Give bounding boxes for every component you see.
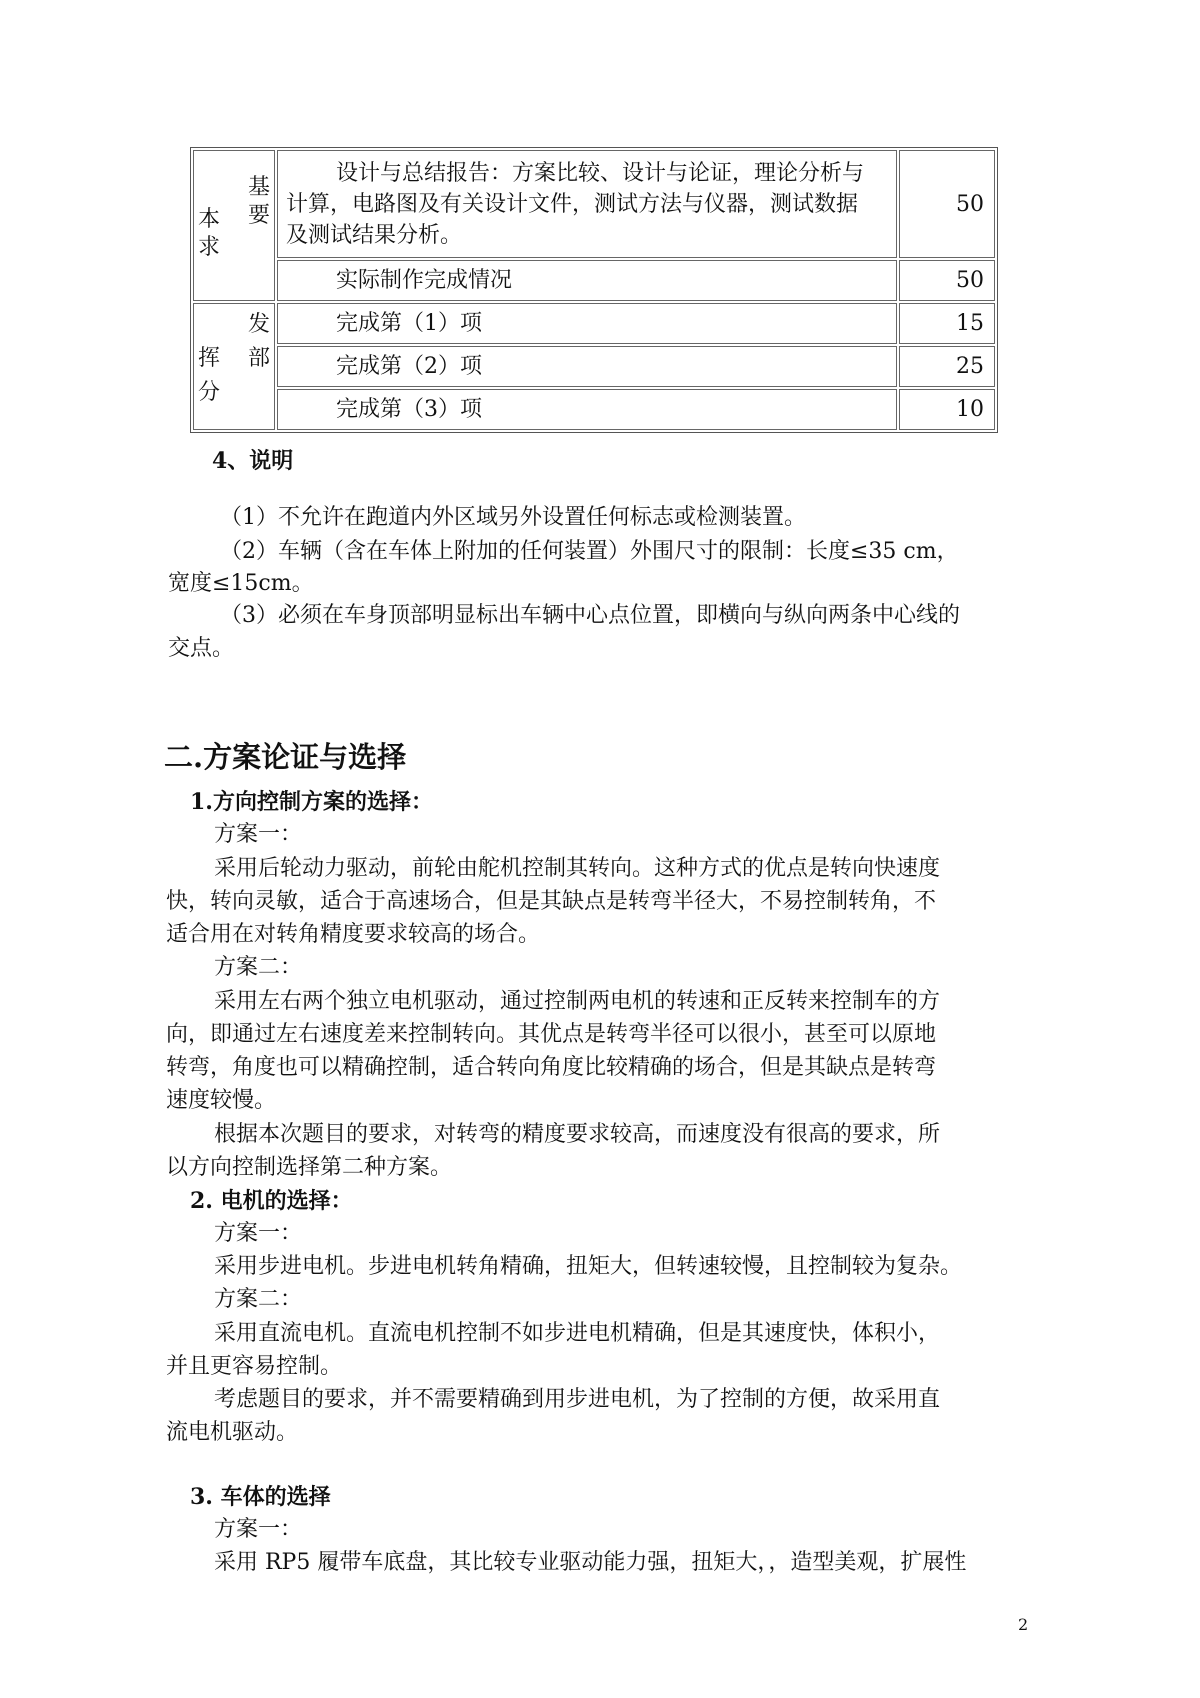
subsection-heading: 3. 车体的选择 (190, 1484, 331, 1510)
paragraph-line: 适合用在对转角精度要求较高的场合。 (166, 922, 541, 947)
notes-line: 宽度≤15cm。 (168, 571, 314, 596)
paragraph-line: 采用 RP5 履带车底盘，其比较专业驱动能力强，扭矩大，，造型美观，扩展性 (214, 1550, 967, 1575)
subsection-heading: 1.方向控制方案的选择： (190, 789, 433, 815)
table-cell-points: 15 (899, 303, 995, 344)
notes-heading: 4、说明 (212, 448, 294, 474)
table-cell-points: 25 (899, 346, 995, 387)
paragraph-line: 根据本次题目的要求，对转弯的精度要求较高，而速度没有很高的要求，所 (214, 1122, 941, 1147)
paragraph-line: 速度较慢。 (166, 1088, 277, 1113)
table-cell-description: 完成第（3）项 (277, 389, 897, 430)
table-cell-description: 完成第（1）项 (277, 303, 897, 344)
paragraph-line: 以方向控制选择第二种方案。 (166, 1155, 453, 1180)
table-cell-description: 实际制作完成情况 (277, 260, 897, 301)
table-cell-points: 50 (899, 260, 995, 301)
notes-line: 交点。 (168, 636, 235, 661)
plan-label: 方案二： (214, 1287, 303, 1312)
paragraph-line: 考虑题目的要求，并不需要精确到用步进电机，为了控制的方便，故采用直 (214, 1387, 941, 1412)
paragraph-line: 并且更容易控制。 (166, 1354, 343, 1379)
notes-line: （2）车辆（含在车体上附加的任何装置）外围尺寸的限制：长度≤35 cm， (220, 539, 959, 564)
table-cell-points: 50 (899, 150, 995, 258)
notes-line: （1）不允许在跑道内外区域另外设置任何标志或检测装置。 (220, 505, 806, 530)
notes-line: （3）必须在车身顶部明显标出车辆中心点位置，即横向与纵向两条中心线的 (220, 603, 960, 628)
table-cell-description: 设计与总结报告：方案比较、设计与论证，理论分析与 计算，电路图及有关设计文件，测试方法与仪器，测试数据 及测试结果分析。 (277, 150, 897, 258)
paragraph-line: 采用步进电机。步进电机转角精确，扭矩大，但转速较慢，且控制较为复杂。 (214, 1254, 963, 1279)
paragraph-line: 采用后轮动力驱动，前轮由舵机控制其转向。这种方式的优点是转向快速度 (214, 856, 941, 881)
plan-label: 方案一： (214, 1517, 303, 1542)
table-cell-points: 10 (899, 389, 995, 430)
paragraph-line: 快，转向灵敏，适合于高速场合，但是其缺点是转弯半径大，不易控制转角，不 (166, 889, 937, 914)
table-row (193, 303, 995, 344)
extra-section-cell: 发 部 挥 分 (193, 303, 275, 430)
paragraph-line: 采用直流电机。直流电机控制不如步进电机精确，但是其速度快，体积小， (214, 1321, 941, 1346)
section-title: 二.方案论证与选择 (164, 740, 407, 774)
table-row (193, 389, 995, 430)
plan-label: 方案一： (214, 822, 303, 847)
scoring-table (190, 147, 998, 433)
plan-label: 方案二： (214, 955, 303, 980)
paragraph-line: 采用左右两个独立电机驱动，通过控制两电机的转速和正反转来控制车的方 (214, 989, 941, 1014)
basic-requirements-cell: 基 要 本 求 (193, 150, 275, 301)
subsection-heading: 2. 电机的选择： (190, 1188, 353, 1214)
table-row (193, 346, 995, 387)
plan-label: 方案一： (214, 1221, 303, 1246)
table-row (193, 260, 995, 301)
paragraph-line: 向，即通过左右速度差来控制转向。其优点是转弯半径可以很小，甚至可以原地 (166, 1022, 937, 1047)
table-row (193, 150, 995, 258)
paragraph-line: 转弯，角度也可以精确控制，适合转向角度比较精确的场合，但是其缺点是转弯 (166, 1055, 937, 1080)
table-cell-description: 完成第（2）项 (277, 346, 897, 387)
page-number: 2 (1018, 1615, 1029, 1634)
paragraph-line: 流电机驱动。 (166, 1420, 299, 1445)
